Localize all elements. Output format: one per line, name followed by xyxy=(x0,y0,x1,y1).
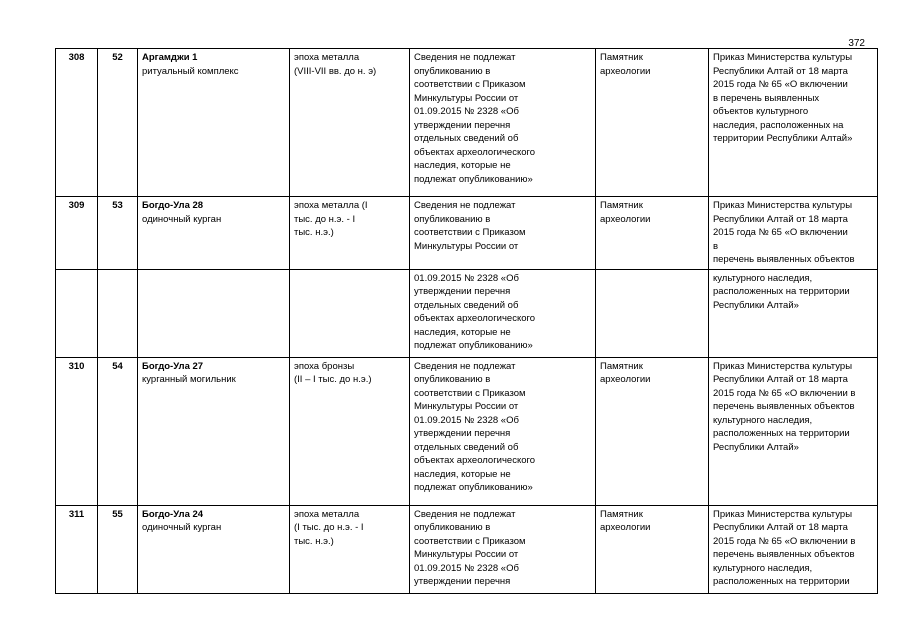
period-cell: эпоха бронзы (II – I тыс. до н.э.) xyxy=(290,357,410,505)
period-cell: эпоха металла (I тыс. до н.э. - I тыс. н.э.) xyxy=(290,197,410,270)
sub-number xyxy=(98,269,138,357)
category-cell: Памятник археологии xyxy=(596,197,709,270)
info-cell: Сведения не подлежат опубликованию в соответствии с Приказом Минкультуры России от xyxy=(410,197,596,270)
sub-number: 55 xyxy=(98,505,138,593)
object-cell xyxy=(138,269,290,357)
object-cell xyxy=(138,505,290,593)
page-number: 372 xyxy=(848,38,865,49)
sub-number: 52 xyxy=(98,49,138,197)
table-row xyxy=(56,197,878,270)
period-cell: эпоха металла (VIII-VII вв. до н. э) xyxy=(290,49,410,197)
category-cell: Памятник археологии xyxy=(596,505,709,593)
period-cell: эпоха металла (I тыс. до н.э. - I тыс. н.э.) xyxy=(290,505,410,593)
row-number: 311 xyxy=(56,505,98,593)
table-row xyxy=(56,505,878,593)
row-number: 308 xyxy=(56,49,98,197)
heritage-registry-table xyxy=(55,48,878,594)
row-number xyxy=(56,269,98,357)
period-cell xyxy=(290,269,410,357)
info-cell: 01.09.2015 № 2328 «Об утверждении перечня отдельных сведений об объектах археологического наследия, которые не подлежат опубликованию» xyxy=(410,269,596,357)
object-cell xyxy=(138,357,290,505)
category-cell: Памятник археологии xyxy=(596,357,709,505)
object-type: курганный могильник xyxy=(142,374,236,385)
info-cell: Сведения не подлежат опубликованию в соответствии с Приказом Минкультуры России от 01.09.2015 № 2328 «Об утверждении перечня отдельных сведений об объектах археологического наследия, которые не подлежат опубликованию» xyxy=(410,49,596,197)
object-name: Богдо-Ула 24 xyxy=(142,508,204,520)
object-cell xyxy=(138,49,290,197)
row-number: 310 xyxy=(56,357,98,505)
object-cell xyxy=(138,197,290,270)
basis-cell: Приказ Министерства культуры Республики Алтай от 18 марта 2015 года № 65 «О включении в перечень выявленных объектов культурного наследия, расположенных на территории Республики Алтай» xyxy=(709,49,878,197)
basis-cell: Приказ Министерства культуры Республики Алтай от 18 марта 2015 года № 65 «О включении в перечень выявленных объектов культурного наследия, расположенных на территории xyxy=(709,505,878,593)
object-name: Аргамджи 1 xyxy=(142,52,198,63)
object-type: ритуальный комплекс xyxy=(142,65,239,77)
info-cell: Сведения не подлежат опубликованию в соответствии с Приказом Минкультуры России от 01.09.2015 № 2328 «Об утверждении перечня отдельных сведений об объектах археологического наследия, которые не подлежат опубликованию» xyxy=(410,357,596,505)
basis-cell: культурного наследия, расположенных на территории Республики Алтай» xyxy=(709,269,878,357)
row-number: 309 xyxy=(56,197,98,270)
table-row xyxy=(56,357,878,505)
basis-cell: Приказ Министерства культуры Республики Алтай от 18 марта 2015 года № 65 «О включении в перечень выявленных объектов культурного наследия, расположенных на территории Республики Алтай» xyxy=(709,357,878,505)
category-cell xyxy=(596,269,709,357)
table-row xyxy=(56,269,878,357)
object-name: Богдо-Ула 28 xyxy=(142,200,204,211)
sub-number: 54 xyxy=(98,357,138,505)
object-name: Богдо-Ула 27 xyxy=(142,360,204,372)
category-cell: Памятник археологии xyxy=(596,49,709,197)
sub-number: 53 xyxy=(98,197,138,270)
table-row xyxy=(56,49,878,197)
info-cell: Сведения не подлежат опубликованию в соответствии с Приказом Минкультуры России от 01.09.2015 № 2328 «Об утверждении перечня xyxy=(410,505,596,593)
object-type: одиночный курган xyxy=(142,213,222,225)
object-type: одиночный курган xyxy=(142,522,222,533)
basis-cell: Приказ Министерства культуры Республики Алтай от 18 марта 2015 года № 65 «О включении в перечень выявленных объектов xyxy=(709,197,878,270)
